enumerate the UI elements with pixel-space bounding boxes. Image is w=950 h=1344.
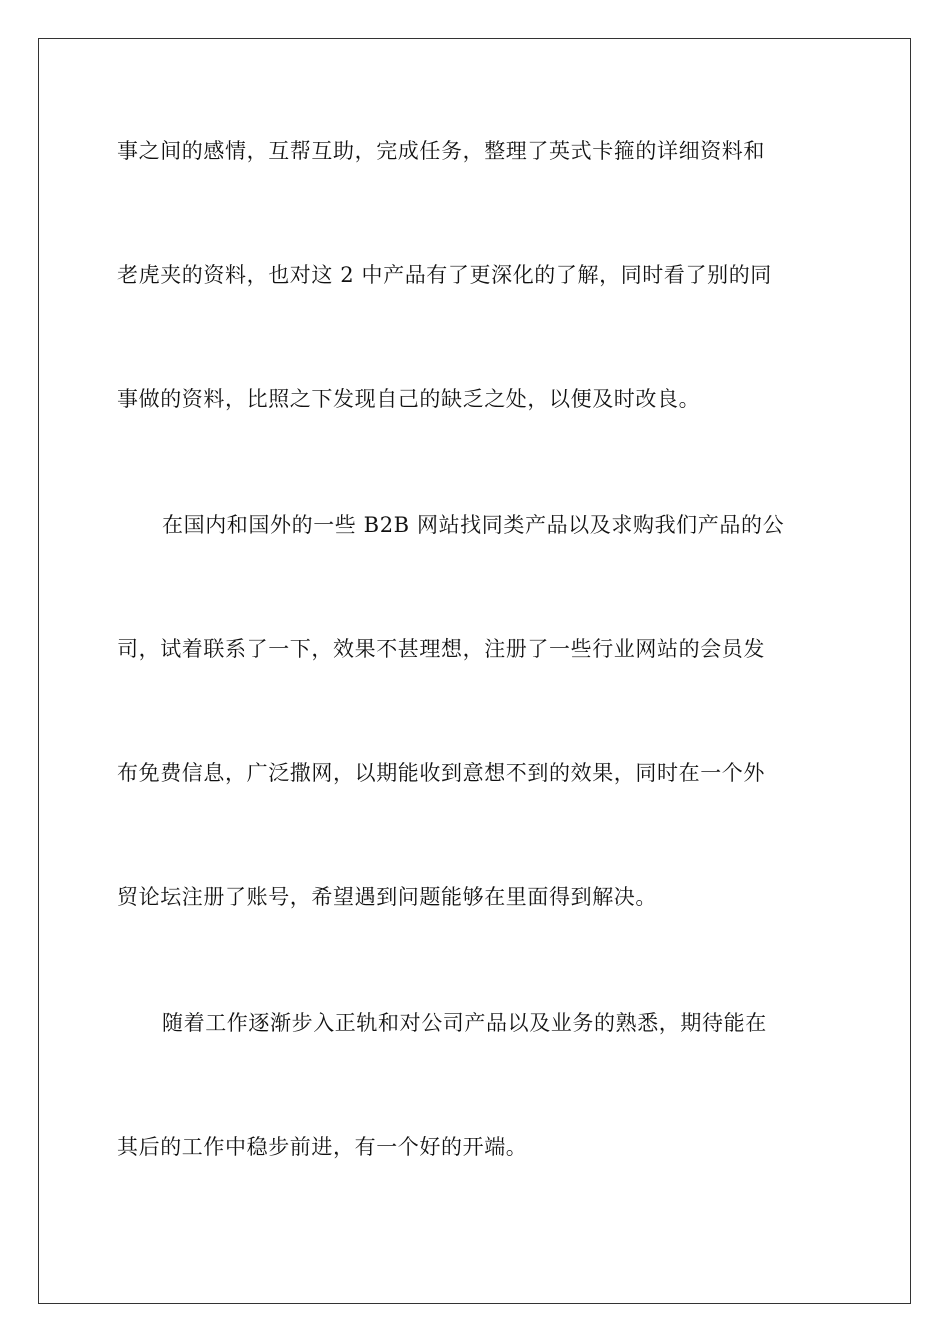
paragraph-3-line-1: 随着工作逐渐步入正轨和对公司产品以及业务的熟悉，期待能在: [162, 1011, 767, 1035]
paragraph-1-line-2: 老虎夹的资料，也对这 2 中产品有了更深化的了解，同时看了别的同: [117, 263, 772, 287]
page-border: [38, 38, 911, 1304]
paragraph-2-line-3: 布免费信息，广泛撒网，以期能收到意想不到的效果，同时在一个外: [117, 761, 765, 785]
paragraph-3-line-2: 其后的工作中稳步前进，有一个好的开端。: [117, 1135, 528, 1159]
paragraph-1-line-1: 事之间的感情，互帮互助，完成任务，整理了英式卡箍的详细资料和: [117, 139, 765, 163]
paragraph-2-line-1: 在国内和国外的一些 B2B 网站找同类产品以及求购我们产品的公: [162, 513, 785, 537]
paragraph-2-line-4: 贸论坛注册了账号，希望遇到问题能够在里面得到解决。: [117, 885, 657, 909]
paragraph-2-line-2: 司，试着联系了一下，效果不甚理想，注册了一些行业网站的会员发: [117, 637, 765, 661]
paragraph-1-line-3: 事做的资料，比照之下发现自己的缺乏之处，以便及时改良。: [117, 387, 701, 411]
